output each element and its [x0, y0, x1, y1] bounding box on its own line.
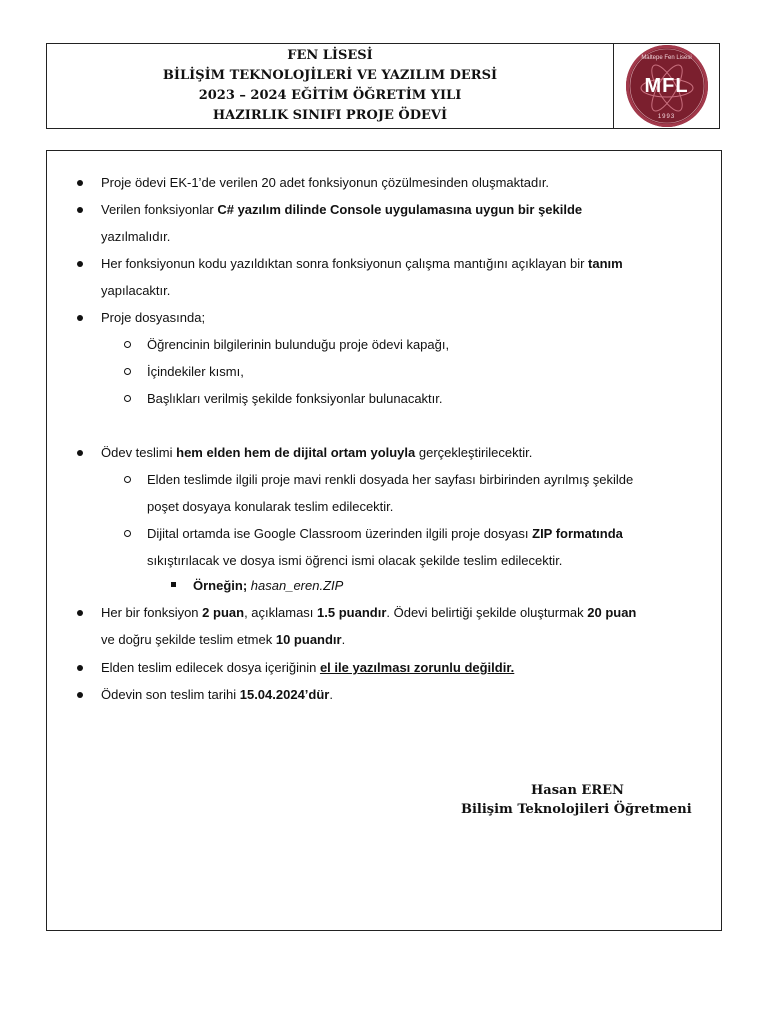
sub-list-item: Dijital ortamda ise Google Classroom üzerinden ilgili proje dosyası ZIP formatında	[147, 526, 623, 541]
logo-monogram: MFL	[644, 74, 689, 97]
square-bullet-icon	[171, 582, 176, 587]
academic-year: 2023 – 2024 EĞİTİM ÖĞRETİM YILI	[198, 88, 462, 103]
bullet-icon	[77, 180, 83, 186]
document-header	[46, 43, 720, 129]
sub-list-item-continuation: poşet dosyaya konularak teslim edilecektir.	[147, 499, 394, 514]
signature-name: Hasan EREN	[531, 783, 624, 798]
example-item: Örneğin; hasan_eren.ZIP	[193, 578, 344, 593]
sub-list-item: İçindekiler kısmı,	[147, 364, 244, 379]
list-item: Her fonksiyonun kodu yazıldıktan sonra fonksiyonun çalışma mantığını açıklayan bir tanım	[101, 256, 623, 271]
header-title-block	[47, 44, 614, 128]
assignment-content	[46, 150, 722, 931]
sub-bullet-icon	[124, 368, 131, 375]
list-item: Elden teslim edilecek dosya içeriğinin el ile yazılması zorunlu değildir.	[101, 660, 515, 675]
list-item: Verilen fonksiyonlar C# yazılım dilinde Console uygulamasına uygun bir şekilde	[101, 202, 583, 217]
logo-cell	[614, 44, 719, 128]
list-item-continuation: yapılacaktır.	[101, 283, 171, 298]
logo-year: 1993	[657, 114, 676, 120]
sub-list-item: Başlıkları verilmiş şekilde fonksiyonlar bulunacaktır.	[147, 391, 443, 406]
bullet-icon	[77, 315, 83, 321]
course-name: BİLİŞİM TEKNOLOJİLERİ VE YAZILIM DERSİ	[162, 68, 498, 83]
school-logo-icon	[626, 45, 708, 127]
assignment-title: HAZIRLIK SINIFI PROJE ÖDEVİ	[212, 108, 448, 123]
list-item-continuation: yazılmalıdır.	[101, 229, 171, 244]
school-name: FEN LİSESİ	[287, 48, 373, 63]
bullet-icon	[77, 450, 83, 456]
bullet-icon	[77, 207, 83, 213]
sub-list-item: Elden teslimde ilgili proje mavi renkli dosyada her sayfası birbirinden ayrılmış şekilde	[147, 472, 634, 487]
list-item: Proje dosyasında;	[101, 310, 206, 325]
list-item: Her bir fonksiyon 2 puan, açıklaması 1.5 puandır. Ödevi belirtiği şekilde oluşturmak 20 puan	[101, 605, 637, 620]
sub-bullet-icon	[124, 530, 131, 537]
sub-bullet-icon	[124, 341, 131, 348]
bullet-icon	[77, 610, 83, 616]
bullet-icon	[77, 692, 83, 698]
list-item-continuation: ve doğru şekilde teslim etmek 10 puandır.	[101, 632, 346, 647]
list-item: Ödev teslimi hem elden hem de dijital ortam yoluyla gerçekleştirilecektir.	[101, 445, 533, 460]
sub-bullet-icon	[124, 476, 131, 483]
sub-bullet-icon	[124, 395, 131, 402]
list-item: Proje ödevi EK-1’de verilen 20 adet fonksiyonun çözülmesinden oluşmaktadır.	[101, 175, 550, 190]
sub-list-item-continuation: sıkıştırılacak ve dosya ismi öğrenci ismi olacak şekilde teslim edilecektir.	[147, 553, 563, 568]
sub-list-item: Öğrencinin bilgilerinin bulunduğu proje ödevi kapağı,	[147, 337, 450, 352]
signature-title: Bilişim Teknolojileri Öğretmeni	[461, 802, 692, 817]
logo-arc-text: Maltepe Fen Lisesi	[641, 55, 692, 61]
bullet-icon	[77, 261, 83, 267]
list-item: Ödevin son teslim tarihi 15.04.2024’dür.	[101, 687, 333, 702]
bullet-icon	[77, 665, 83, 671]
